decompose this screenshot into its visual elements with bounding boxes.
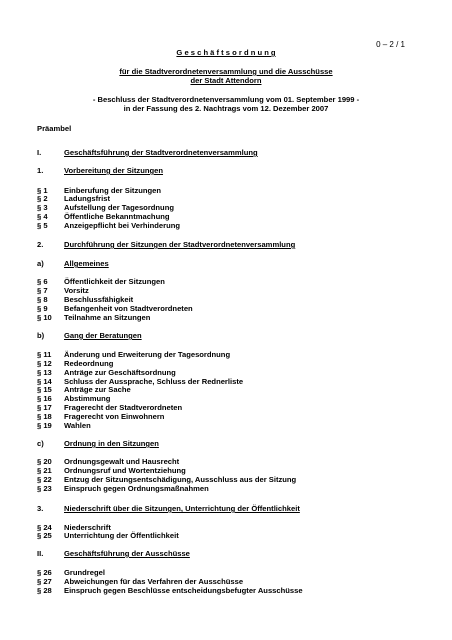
decision-line1: - Beschluss der Stadtverordnetenversammlung vom 01. September 1999 - [92,95,360,104]
toc-entry-title: Ordnungsruf und Wortentziehung [64,466,186,475]
toc-entry [37,359,113,368]
toc-entry-title: Ordnung in den Sitzungen [64,439,159,448]
toc-entry [37,457,179,466]
toc-entry [37,439,159,448]
toc-entry-number: § 10 [37,313,52,322]
toc-entry-number: § 7 [37,286,48,295]
toc-entry-title: Ladungsfrist [64,194,110,203]
toc-entry-number: § 5 [37,221,48,230]
toc-entry-title: Niederschrift über die Sitzungen, Unterrichtung der Öffentlichkeit [64,504,300,513]
toc-entry-title: Einspruch gegen Beschlüsse entscheidungsbefugter Ausschüsse [64,586,303,595]
toc-entry-title: Unterrichtung der Öffentlichkeit [64,531,179,540]
toc-entry-number: a) [37,259,44,268]
toc-entry-number: 1. [37,166,44,175]
toc-entry-title: Anzeigepflicht bei Verhinderung [64,221,181,230]
toc-entry-title: Öffentliche Bekanntmachung [64,212,170,221]
toc-entry-title: Fragerecht von Einwohnern [64,412,165,421]
toc-entry-number: § 13 [37,368,52,377]
toc-entry-title: Abstimmung [64,394,111,403]
toc-entry-title: Anträge zur Sache [64,385,131,394]
toc-entry [37,313,150,322]
toc-entry-number: § 6 [37,277,48,286]
toc-entry-number: § 11 [37,350,52,359]
toc-entry [37,466,186,475]
toc-entry-title: Geschäftsführung der Ausschüsse [64,549,190,558]
toc-entry-number: § 1 [37,186,48,195]
toc-entry [37,549,190,558]
toc-entry-number: § 28 [37,586,52,595]
toc-entry [37,484,209,493]
toc-entry [37,304,193,313]
toc-entry [37,412,164,421]
toc-entry-number: § 17 [37,403,52,412]
toc-entry [37,368,176,377]
toc-entry-number: § 3 [37,203,48,212]
toc-entry [37,259,109,268]
toc-entry [37,385,131,394]
toc-entry-title: Grundregel [64,568,105,577]
toc-entry [37,240,295,249]
toc-entry-number: 2. [37,240,44,249]
toc-entry [37,286,89,295]
toc-entry-title: Befangenheit von Stadtverordneten [64,304,193,313]
toc-entry [37,403,182,412]
toc-entry [37,394,110,403]
toc-entry [37,124,71,133]
toc-entry [37,221,180,230]
toc-entry-number: § 4 [37,212,48,221]
toc-entry-title: Änderung und Erweiterung der Tagesordnung [64,350,231,359]
toc-entry [37,504,300,513]
toc-entry [37,148,258,157]
toc-entry-title: Einspruch gegen Ordnungsmaßnahmen [64,484,209,493]
toc-entry-title: Schluss der Aussprache, Schluss der Rednerliste [64,377,244,386]
toc-entry-number: I. [37,148,42,157]
toc-entry-title: Aufstellung der Tagesordnung [64,203,174,212]
toc-entry [37,586,303,595]
toc-entry [37,577,243,586]
toc-entry-number: § 19 [37,421,52,430]
toc-entry-number: c) [37,439,44,448]
toc-entry-title: Redeordnung [64,359,114,368]
decision-line2: in der Fassung des 2. Nachtrags vom 12. Dezember 2007 [123,104,329,113]
toc-entry-number: § 18 [37,412,52,421]
toc-entry-title: Beschlussfähigkeit [64,295,134,304]
document-subtitle-line2: der Stadt Attendorn [190,76,262,85]
toc-entry-number: § 21 [37,466,52,475]
toc-entry-title: Einberufung der Sitzungen [64,186,162,195]
toc-entry-title: Abweichungen für das Verfahren der Ausschüsse [64,577,244,586]
toc-entry-title: Anträge zur Geschäftsordnung [64,368,176,377]
toc-entry-title: Entzug der Sitzungsentschädigung, Ausschluss aus der Sitzung [64,475,297,484]
toc-entry-title: Niederschrift [64,523,111,532]
toc-entry-number: § 26 [37,568,52,577]
toc-entry-number: § 27 [37,577,52,586]
toc-entry [37,295,133,304]
toc-entry [37,331,142,340]
toc-entry [37,277,165,286]
toc-entry-title: Öffentlichkeit der Sitzungen [64,277,165,286]
toc-entry-number: § 16 [37,394,52,403]
page-number: 0 – 2 / 1 [376,40,405,49]
toc-entry-number: § 14 [37,377,52,386]
toc-entry-number: b) [37,331,45,340]
toc-entry-title: Allgemeines [64,259,109,268]
toc-entry-title: Teilnahme an Sitzungen [64,313,151,322]
toc-entry-number: § 15 [37,385,52,394]
document-title: G e s c h ä f t s o r d n u n g [176,48,276,57]
toc-entry-title: Präambel [37,124,72,133]
toc-entry-number: § 24 [37,523,52,532]
toc-entry-title: Vorsitz [64,286,89,295]
toc-entry [37,421,91,430]
toc-entry-number: § 23 [37,484,52,493]
toc-entry-title: Vorbereitung der Sitzungen [64,166,164,175]
toc-entry-title: Durchführung der Sitzungen der Stadtverordnetenversammlung [64,240,296,249]
toc-entry-number: § 9 [37,304,48,313]
toc-entry-title: Gang der Beratungen [64,331,142,340]
toc-entry [37,568,105,577]
toc-entry-number: 3. [37,504,44,513]
toc-entry-number: II. [37,549,44,558]
toc-entry-number: § 20 [37,457,52,466]
toc-entry-title: Ordnungsgewalt und Hausrecht [64,457,180,466]
toc-entry [37,212,169,221]
toc-entry-number: § 2 [37,194,48,203]
toc-entry-number: § 12 [37,359,52,368]
toc-entry [37,203,174,212]
toc-entry-number: § 25 [37,531,52,540]
toc-entry [37,194,110,203]
toc-entry-title: Wahlen [64,421,91,430]
toc-entry-number: § 22 [37,475,52,484]
toc-entry [37,475,296,484]
toc-entry [37,166,163,175]
toc-entry-number: § 8 [37,295,48,304]
toc-entry-title: Fragerecht der Stadtverordneten [64,403,183,412]
toc-entry-title: Geschäftsführung der Stadtverordnetenversammlung [64,148,258,157]
toc-entry [37,531,179,540]
toc-entry [37,350,230,359]
document-subtitle-line1: für die Stadtverordnetenversammlung und die Ausschüsse [119,67,333,76]
